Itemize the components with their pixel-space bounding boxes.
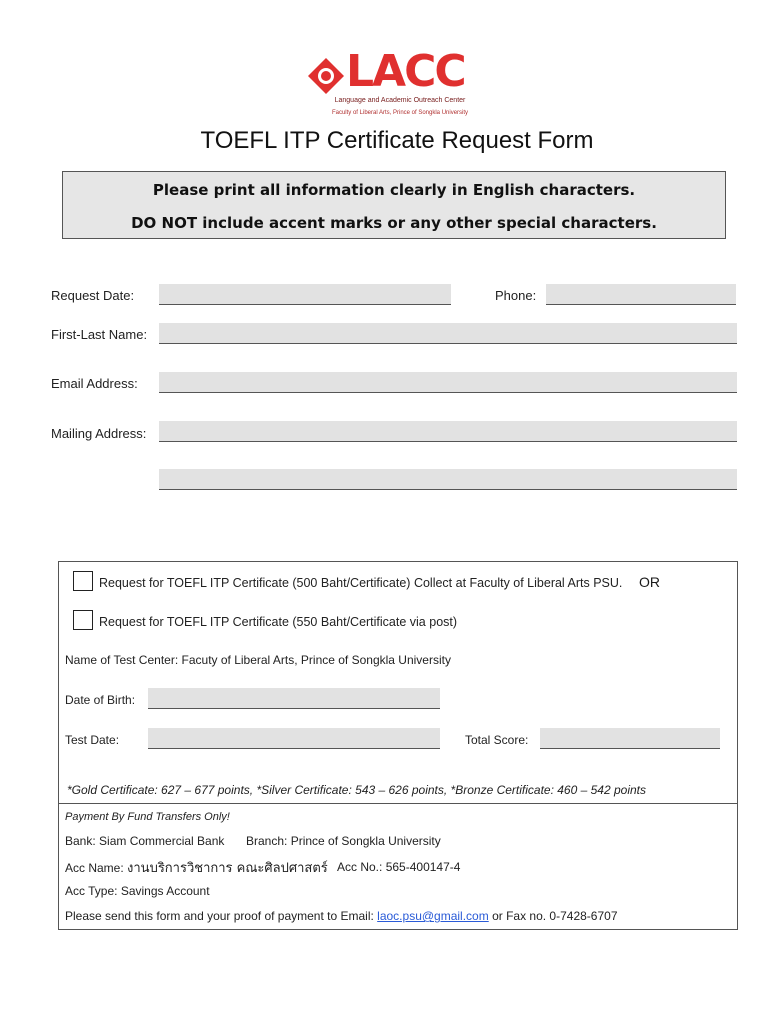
acc-no-label: Acc No.: (337, 860, 383, 874)
certificate-levels-note: *Gold Certificate: 627 – 677 points, *Silver Certificate: 543 – 626 points, *Bronze Certificate: 460 – 542 points (67, 783, 646, 797)
branch-label: Branch: (246, 834, 288, 848)
test-date-field[interactable] (148, 728, 440, 749)
acc-name-row (65, 857, 328, 878)
request-date-label: Request Date: (51, 288, 135, 303)
send-text: Please send this form and your proof of payment to Email: (65, 909, 374, 923)
option-post-label: Request for TOEFL ITP Certificate (550 Baht/Certificate via post) (99, 615, 458, 629)
notice-line-1: Please print all information clearly in English characters. (152, 181, 636, 199)
logo-affiliation: Faculty of Liberal Arts, Prince of Songkla University (331, 110, 469, 116)
name-field[interactable] (159, 323, 737, 344)
acc-name-value: งานบริการวิชาการ คณะศิลปศาสตร์ (127, 861, 328, 876)
fax-text: or Fax no. 0-7428-6707 (492, 909, 618, 923)
test-center-row (65, 653, 451, 667)
mailing-address-field-1[interactable] (159, 421, 737, 442)
mailing-address-field-2[interactable] (159, 469, 737, 490)
or-label: OR (639, 574, 660, 590)
email-label: Email Address: (51, 376, 138, 391)
branch-row (246, 834, 441, 848)
dob-field[interactable] (148, 688, 440, 709)
bank-label: Bank: (65, 834, 96, 848)
lacc-logo-wordmark: LACC (346, 46, 465, 97)
contact-email-link[interactable]: laoc.psu@gmail.com (377, 909, 489, 923)
acc-type-label: Acc Type: (65, 884, 118, 898)
name-label: First-Last Name: (51, 327, 148, 342)
bank-row (65, 834, 224, 848)
section-divider (58, 803, 738, 804)
mailing-address-label: Mailing Address: (51, 426, 147, 441)
option-collect-label: Request for TOEFL ITP Certificate (500 Baht/Certificate) Collect at Faculty of Liberal Arts PSU. (99, 576, 623, 590)
payment-heading: Payment By Fund Transfers Only! (65, 811, 230, 823)
request-date-field[interactable] (159, 284, 451, 305)
notice-line-2: DO NOT include accent marks or any other special characters. (131, 214, 657, 232)
page-title: TOEFL ITP Certificate Request Form (200, 127, 594, 154)
phone-field[interactable] (546, 284, 736, 305)
test-center-label: Name of Test Center: (65, 653, 179, 667)
bank-value: Siam Commercial Bank (99, 834, 225, 848)
total-score-label: Total Score: (465, 733, 529, 747)
logo-subtitle: Language and Academic Outreach Center (334, 97, 466, 104)
lacc-logo-emblem (306, 56, 346, 96)
acc-no-row (337, 860, 460, 874)
acc-no-value: 565-400147-4 (385, 860, 461, 874)
option-collect-checkbox[interactable] (73, 571, 93, 591)
dob-label: Date of Birth: (65, 693, 136, 707)
test-center-value: Facuty of Liberal Arts, Prince of Songkla University (181, 653, 451, 667)
phone-label: Phone: (495, 288, 537, 303)
acc-type-row (65, 884, 210, 898)
total-score-field[interactable] (540, 728, 720, 749)
branch-value: Prince of Songkla University (290, 834, 441, 848)
acc-name-label: Acc Name: (65, 861, 124, 875)
test-date-label: Test Date: (65, 733, 120, 747)
email-field[interactable] (159, 372, 737, 393)
acc-type-value: Savings Account (120, 884, 210, 898)
notice-box (62, 171, 726, 239)
send-instructions (65, 909, 618, 923)
option-post-checkbox[interactable] (73, 610, 93, 630)
